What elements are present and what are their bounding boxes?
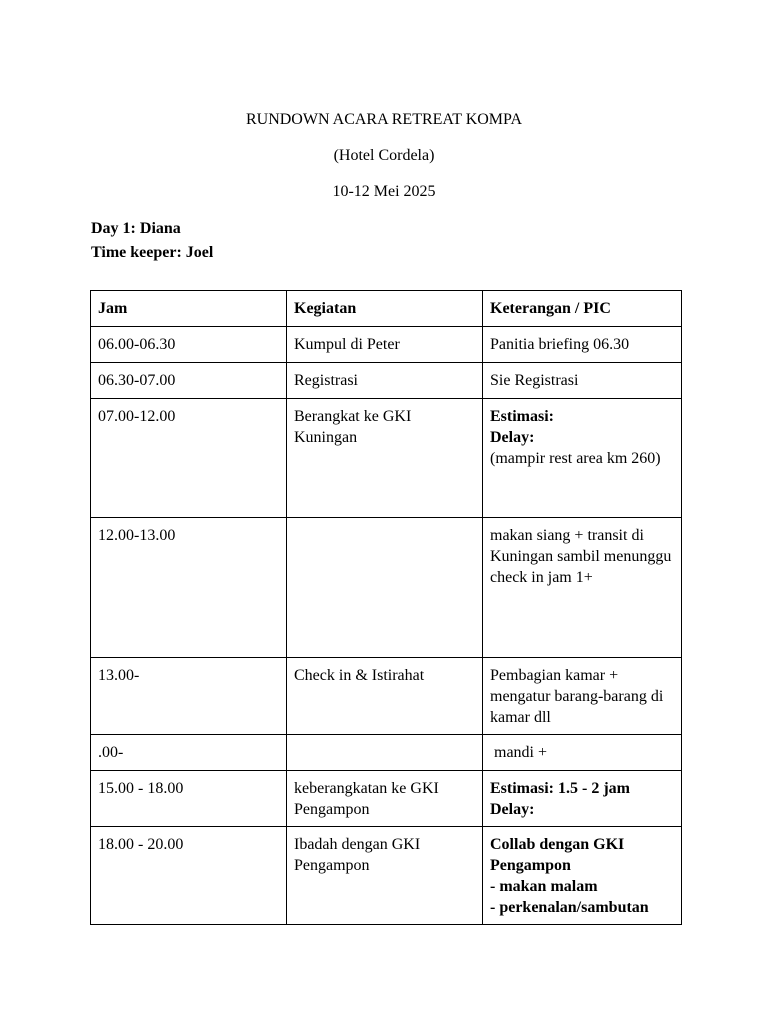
- header-keterangan: Keterangan / PIC: [483, 291, 682, 327]
- cell-kegiatan: Kumpul di Peter: [287, 327, 483, 363]
- cell-jam: 12.00-13.00: [91, 518, 287, 658]
- cell-jam: 06.00-06.30: [91, 327, 287, 363]
- keterangan-text: (mampir rest area km 260): [490, 450, 661, 467]
- cell-kegiatan: keberangkatan ke GKI Pengampon: [287, 771, 483, 827]
- document-title: RUNDOWN ACARA RETREAT KOMPA: [245, 111, 523, 128]
- rundown-table: [90, 290, 682, 925]
- cell-keterangan: [483, 363, 682, 399]
- keterangan-bold-text: Collab dengan GKI Pengampon - makan malam - perkenalan/sambutan: [490, 836, 649, 916]
- cell-kegiatan: [287, 735, 483, 771]
- table-row: [91, 658, 682, 735]
- cell-jam: 18.00 - 20.00: [91, 827, 287, 925]
- cell-kegiatan: Check in & Istirahat: [287, 658, 483, 735]
- keterangan-bold-text: Estimasi: Delay:: [490, 408, 554, 446]
- day-label: Day 1: Diana: [91, 220, 181, 237]
- table-header-row: [91, 291, 682, 327]
- cell-kegiatan: Registrasi: [287, 363, 483, 399]
- keterangan-text: Pembagian kamar + mengatur barang-barang di kamar dll: [490, 667, 664, 726]
- table-row: [91, 399, 682, 518]
- keterangan-text: Panitia briefing 06.30: [490, 336, 630, 353]
- cell-keterangan: [483, 658, 682, 735]
- keterangan-text: Sie Registrasi: [490, 372, 579, 389]
- cell-kegiatan: [287, 518, 483, 658]
- cell-jam: 06.30-07.00: [91, 363, 287, 399]
- cell-keterangan: [483, 771, 682, 827]
- table-row: [91, 327, 682, 363]
- cell-keterangan: [483, 827, 682, 925]
- cell-kegiatan: Berangkat ke GKI Kuningan: [287, 399, 483, 518]
- document-dates: 10-12 Mei 2025: [332, 183, 436, 200]
- cell-keterangan: [483, 327, 682, 363]
- cell-jam: 13.00-: [91, 658, 287, 735]
- cell-keterangan: [483, 399, 682, 518]
- keterangan-text: mandi +: [490, 744, 548, 761]
- time-keeper-label: Time keeper: Joel: [91, 244, 214, 261]
- cell-jam: .00-: [91, 735, 287, 771]
- cell-jam: 15.00 - 18.00: [91, 771, 287, 827]
- keterangan-bold-text: Estimasi: 1.5 - 2 jam Delay:: [490, 780, 630, 818]
- table-row: [91, 771, 682, 827]
- header-kegiatan: Kegiatan: [287, 291, 483, 327]
- table-row: [91, 735, 682, 771]
- document-location: (Hotel Cordela): [333, 147, 435, 164]
- cell-jam: 07.00-12.00: [91, 399, 287, 518]
- cell-keterangan: [483, 735, 682, 771]
- header-jam: Jam: [91, 291, 287, 327]
- table-row: [91, 827, 682, 925]
- table-row: [91, 518, 682, 658]
- table-row: [91, 363, 682, 399]
- cell-kegiatan: Ibadah dengan GKI Pengampon: [287, 827, 483, 925]
- keterangan-text: makan siang + transit di Kuningan sambil menunggu check in jam 1+: [490, 527, 672, 586]
- cell-keterangan: [483, 518, 682, 658]
